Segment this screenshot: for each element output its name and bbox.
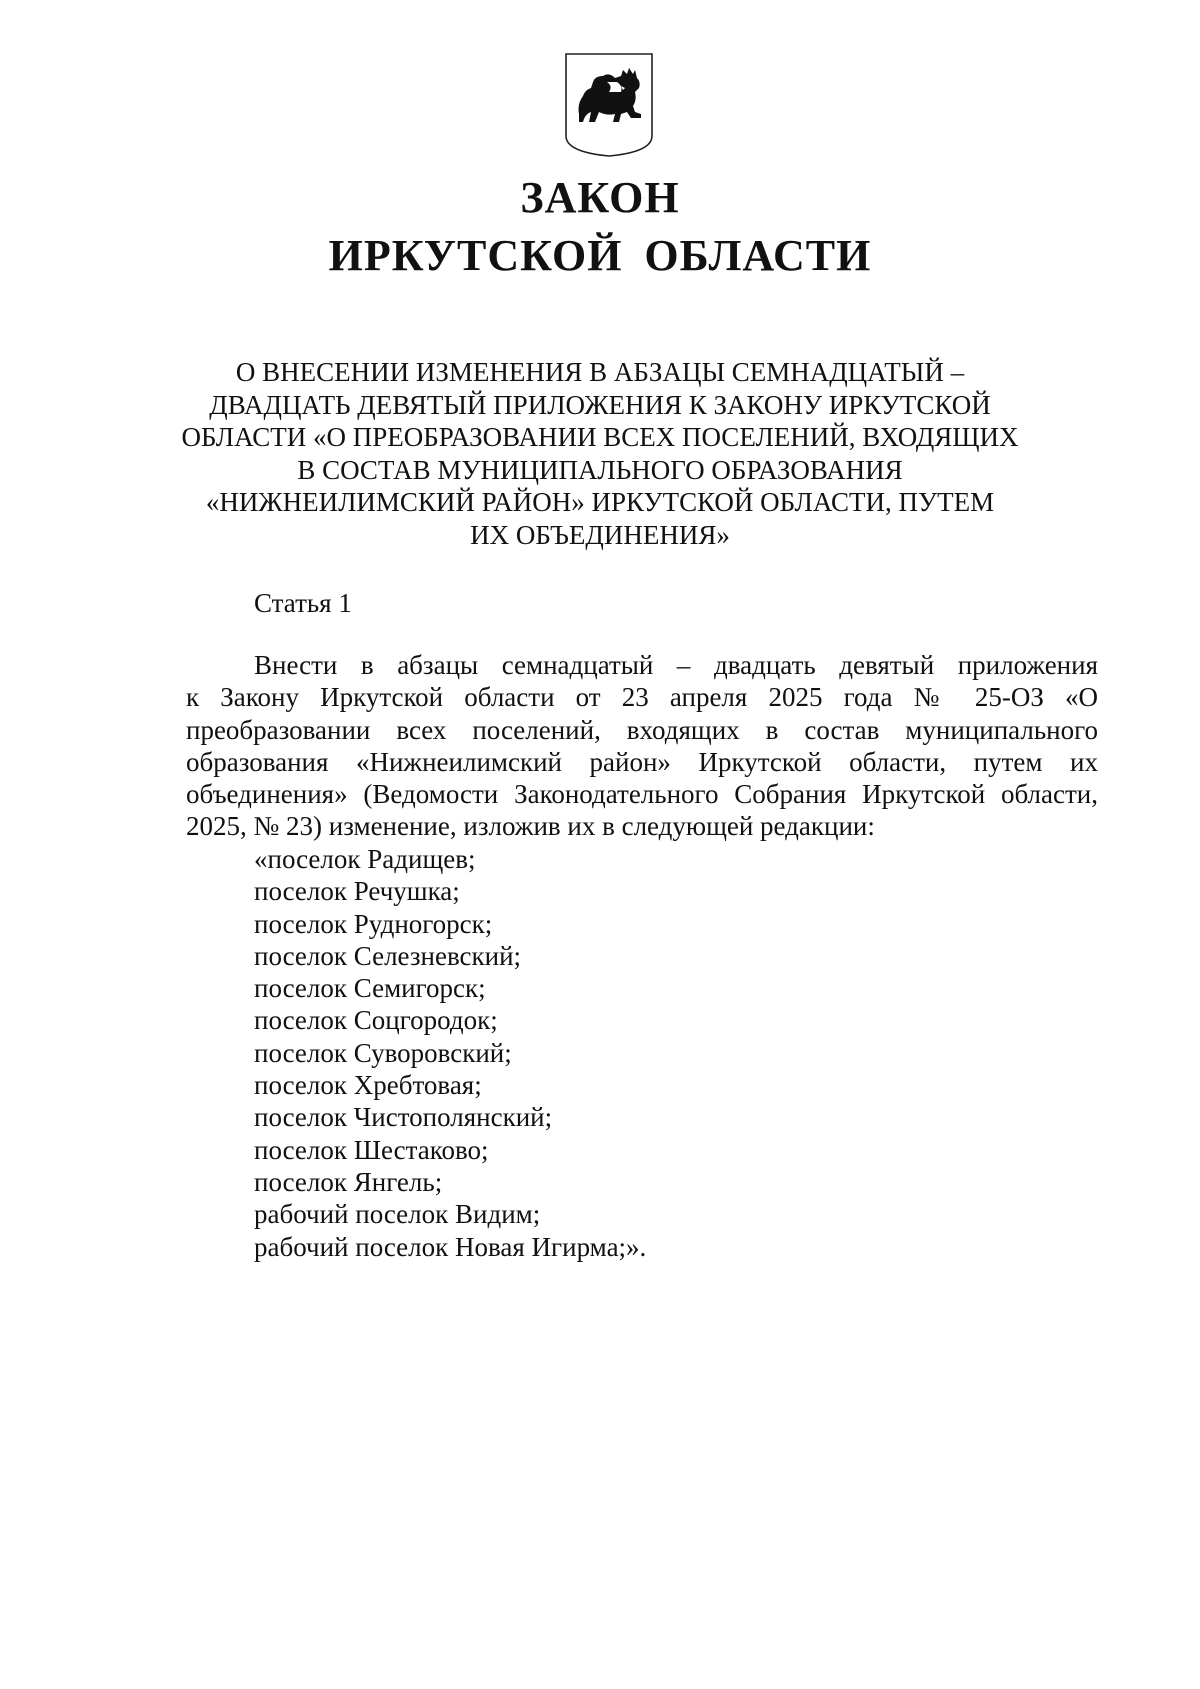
subject-line: ДВАДЦАТЬ ДЕВЯТЫЙ ПРИЛОЖЕНИЯ К ЗАКОНУ ИРКУТСКОЙ [209, 389, 991, 420]
subject-line: «НИЖНЕИЛИМСКИЙ РАЙОН» ИРКУТСКОЙ ОБЛАСТИ, ПУТЕМ [205, 487, 995, 517]
subject-line: ОБЛАСТИ «О ПРЕОБРАЗОВАНИИ ВСЕХ ПОСЕЛЕНИЙ, ВХОДЯЩИХ [181, 422, 1019, 452]
law-region-title: ИРКУТСКОЙ ОБЛАСТИ [328, 231, 872, 280]
list-item: поселок Янгель; [254, 1166, 443, 1197]
list-item: поселок Хребтовая; [254, 1070, 482, 1101]
list-item: поселок Шестаково; [254, 1134, 489, 1165]
paragraph-line: образования «Нижнеилимский район» Иркутской области, путем их [186, 746, 1098, 777]
subject-line: О ВНЕСЕНИИ ИЗМЕНЕНИЯ В АБЗАЦЫ СЕМНАДЦАТЫЙ – [235, 357, 965, 387]
law-subject [150, 356, 1050, 551]
list-item: «поселок Радищев; [254, 844, 476, 874]
list-item: поселок Соцгородок; [254, 1005, 498, 1036]
list-item: поселок Чистополянский; [254, 1102, 553, 1133]
settlement-list [254, 843, 646, 1263]
subject-line: В СОСТАВ МУНИЦИПАЛЬНОГО ОБРАЗОВАНИЯ [297, 454, 903, 485]
paragraph-line: к Закону Иркутской области от 23 апреля 2025 года № 25-ОЗ «О [186, 682, 1098, 713]
paragraph-line: преобразовании всех поселений, входящих в состав муниципального [186, 714, 1098, 745]
coat-of-arms-icon [563, 52, 655, 158]
paragraph-line: 2025, № 23) изменение, изложив их в следующей редакции: [186, 811, 875, 842]
list-item: рабочий поселок Видим; [254, 1199, 541, 1230]
subject-line: ИХ ОБЪЕДИНЕНИЯ» [470, 519, 730, 550]
list-item: рабочий поселок Новая Игирма;». [254, 1231, 647, 1262]
law-title: ЗАКОН [520, 173, 680, 222]
list-item: поселок Семигорск; [254, 973, 486, 1004]
paragraph-line: Внести в абзацы семнадцатый – двадцать девятый приложения [254, 650, 1098, 680]
article-paragraph [186, 649, 1098, 843]
article-heading: Статья 1 [254, 588, 352, 618]
list-item: поселок Селезневский; [254, 940, 522, 971]
paragraph-line: объединения» (Ведомости Законодательного Собрания Иркутской области, [186, 779, 1098, 810]
list-item: поселок Суворовский; [254, 1037, 512, 1068]
list-item: поселок Рудногорск; [254, 908, 493, 939]
list-item: поселок Речушка; [254, 876, 460, 907]
